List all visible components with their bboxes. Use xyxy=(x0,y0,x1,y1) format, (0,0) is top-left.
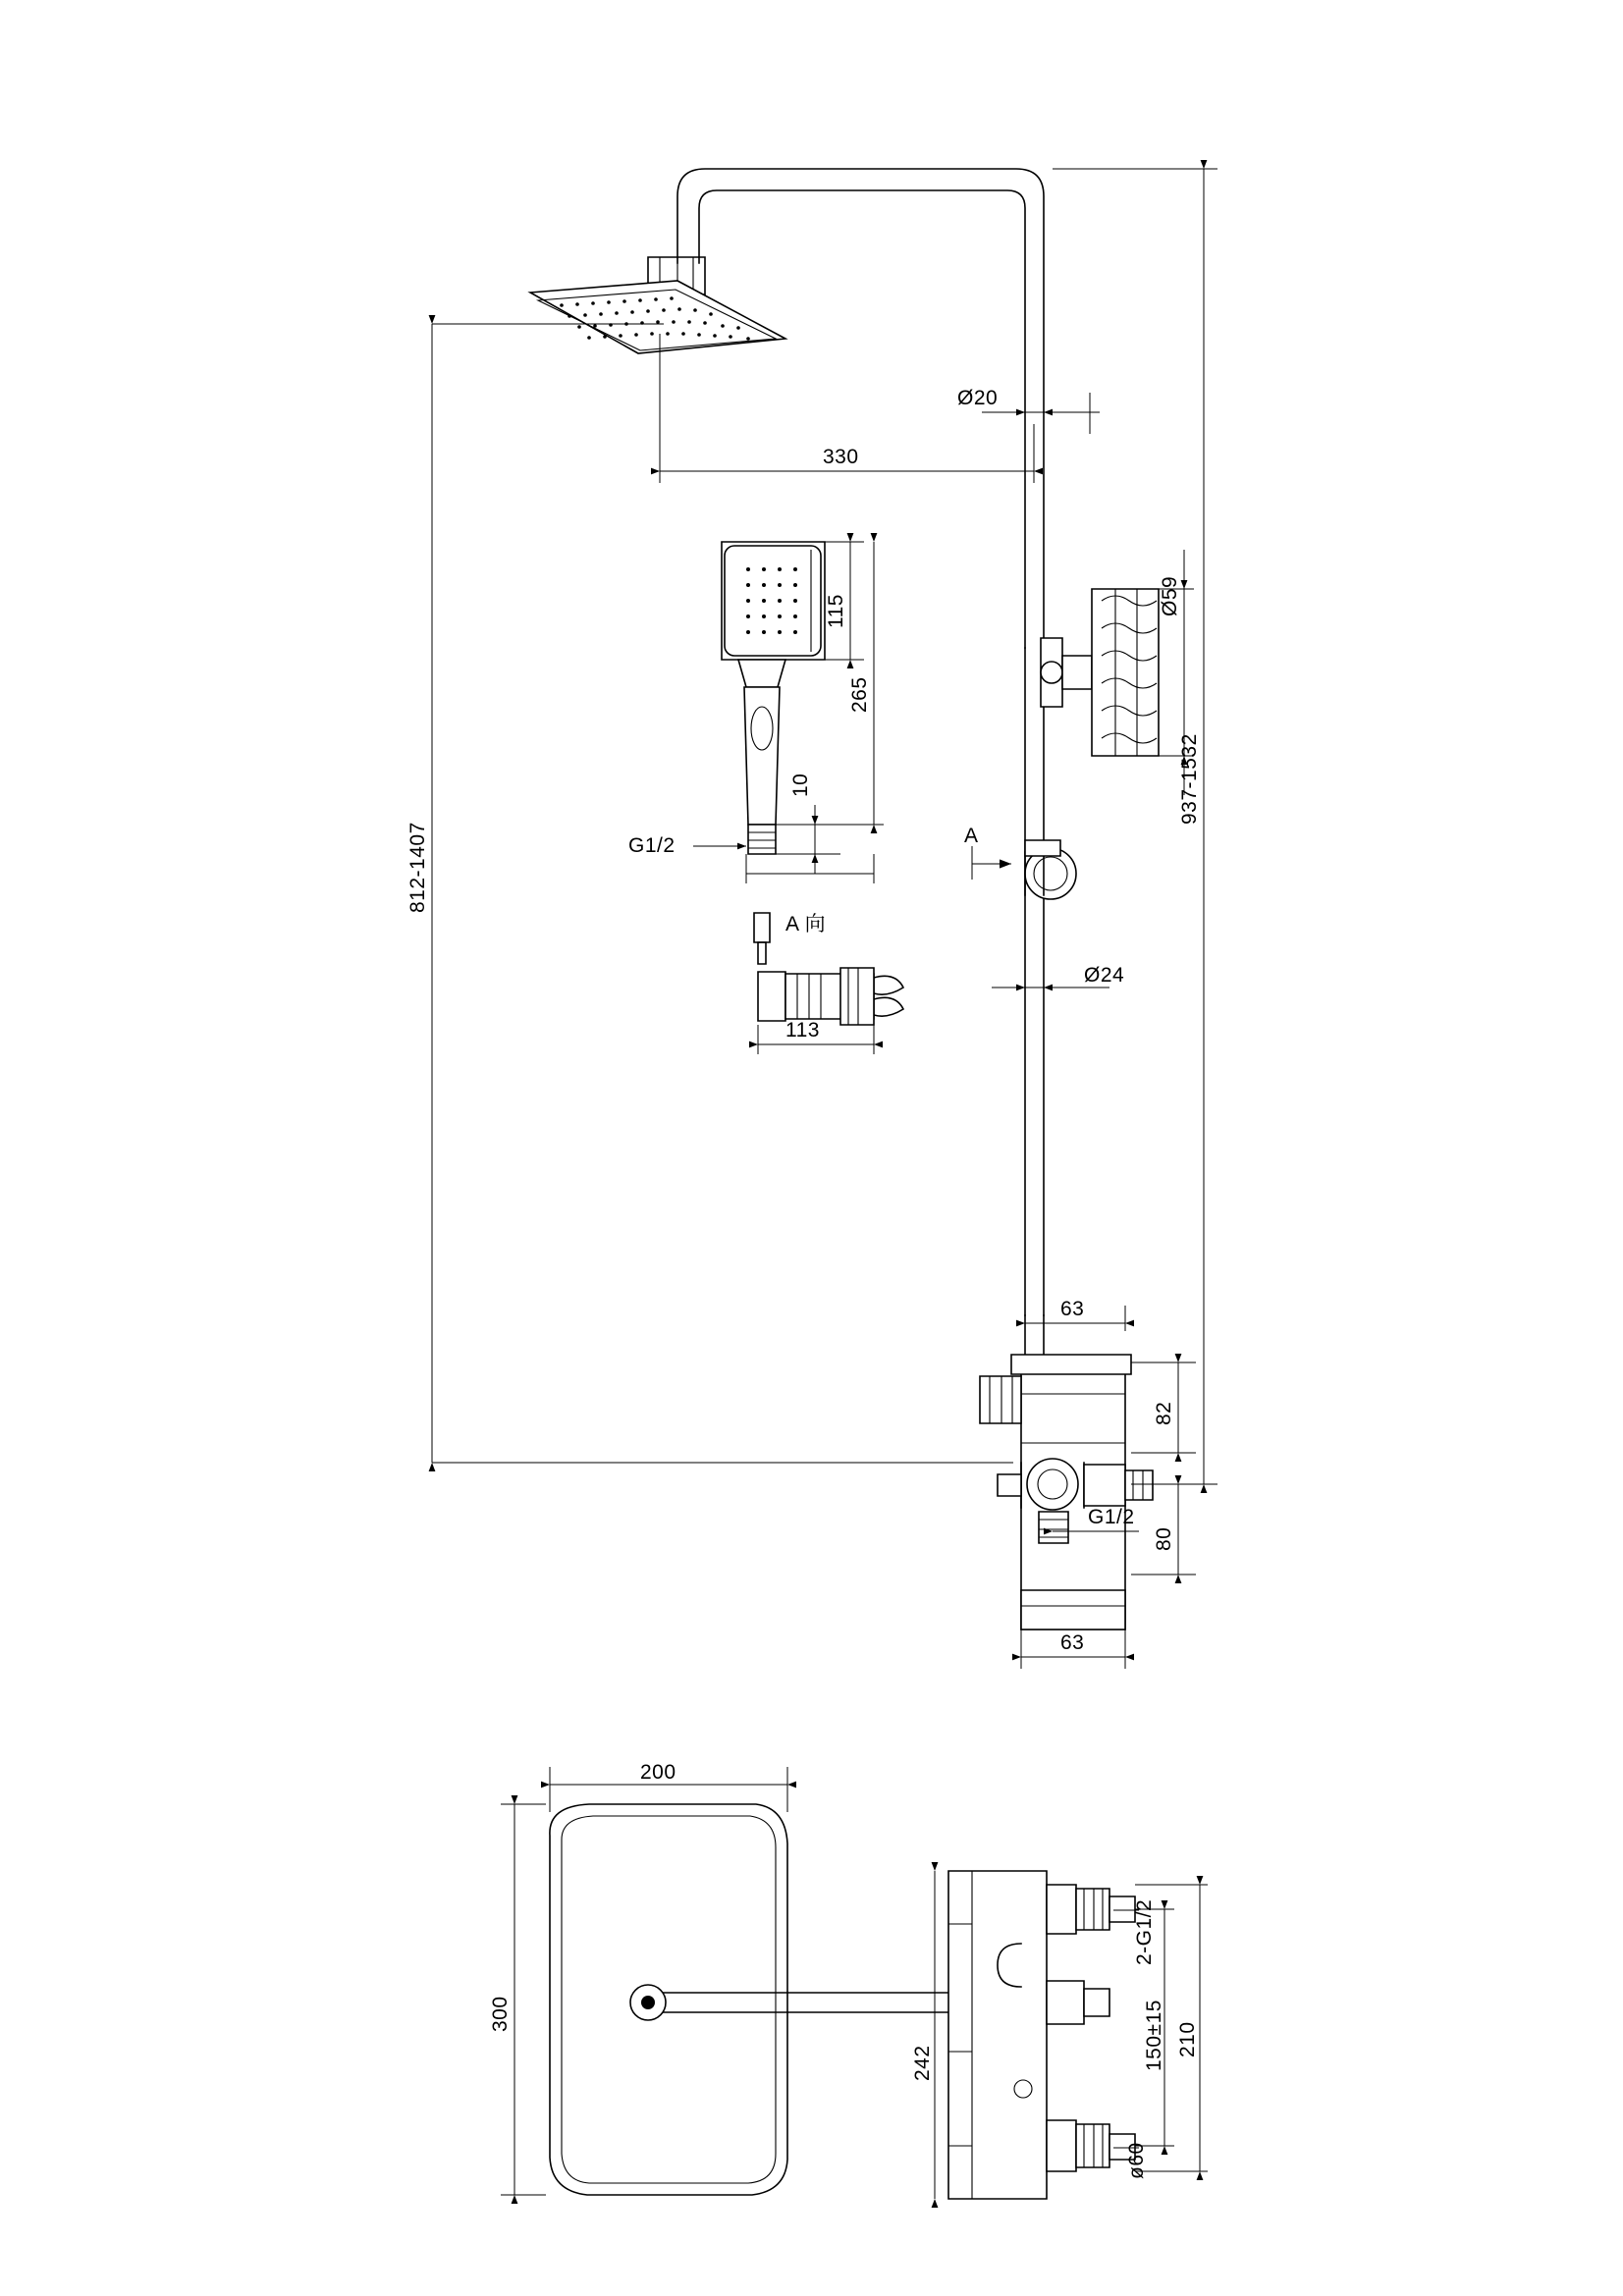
rain-shower-head xyxy=(530,281,785,353)
plan-view-group xyxy=(501,1767,1208,2199)
label-300: 300 xyxy=(489,1996,512,2032)
detail-a-holder xyxy=(758,968,903,1025)
label-section-a: A xyxy=(964,825,979,847)
label-150-15: 150±15 xyxy=(1143,2000,1165,2071)
label-63-top: 63 xyxy=(1060,1298,1085,1320)
label-115: 115 xyxy=(825,594,847,628)
label-2-g12: 2-G1/2 xyxy=(1133,1898,1156,1965)
label-g12-outlet: G1/2 xyxy=(1088,1506,1135,1528)
label-dia20: Ø20 xyxy=(957,387,999,409)
hand-shower xyxy=(722,542,825,964)
label-63-bottom: 63 xyxy=(1060,1631,1085,1654)
riser-pipe xyxy=(1025,638,1076,1315)
label-113: 113 xyxy=(785,1019,820,1041)
label-82: 82 xyxy=(1153,1401,1175,1425)
label-dia60: ø60 xyxy=(1125,2142,1148,2179)
label-265: 265 xyxy=(848,676,871,713)
label-g12-handset: G1/2 xyxy=(628,834,676,857)
label-210: 210 xyxy=(1176,2021,1199,2057)
label-dia59: Ø59 xyxy=(1159,575,1181,616)
label-direction-a: A 向 xyxy=(785,913,827,935)
label-200: 200 xyxy=(640,1761,676,1784)
label-330: 330 xyxy=(823,446,859,468)
label-range-937-1532: 937-1532 xyxy=(1178,733,1201,825)
label-80: 80 xyxy=(1153,1526,1175,1551)
diverter-knob xyxy=(1062,589,1159,756)
label-10: 10 xyxy=(789,773,812,797)
label-242: 242 xyxy=(911,2045,934,2081)
label-range-812-1407: 812-1407 xyxy=(406,822,429,913)
mixer-valve-body xyxy=(980,1315,1153,1629)
label-dia24: Ø24 xyxy=(1084,964,1125,987)
